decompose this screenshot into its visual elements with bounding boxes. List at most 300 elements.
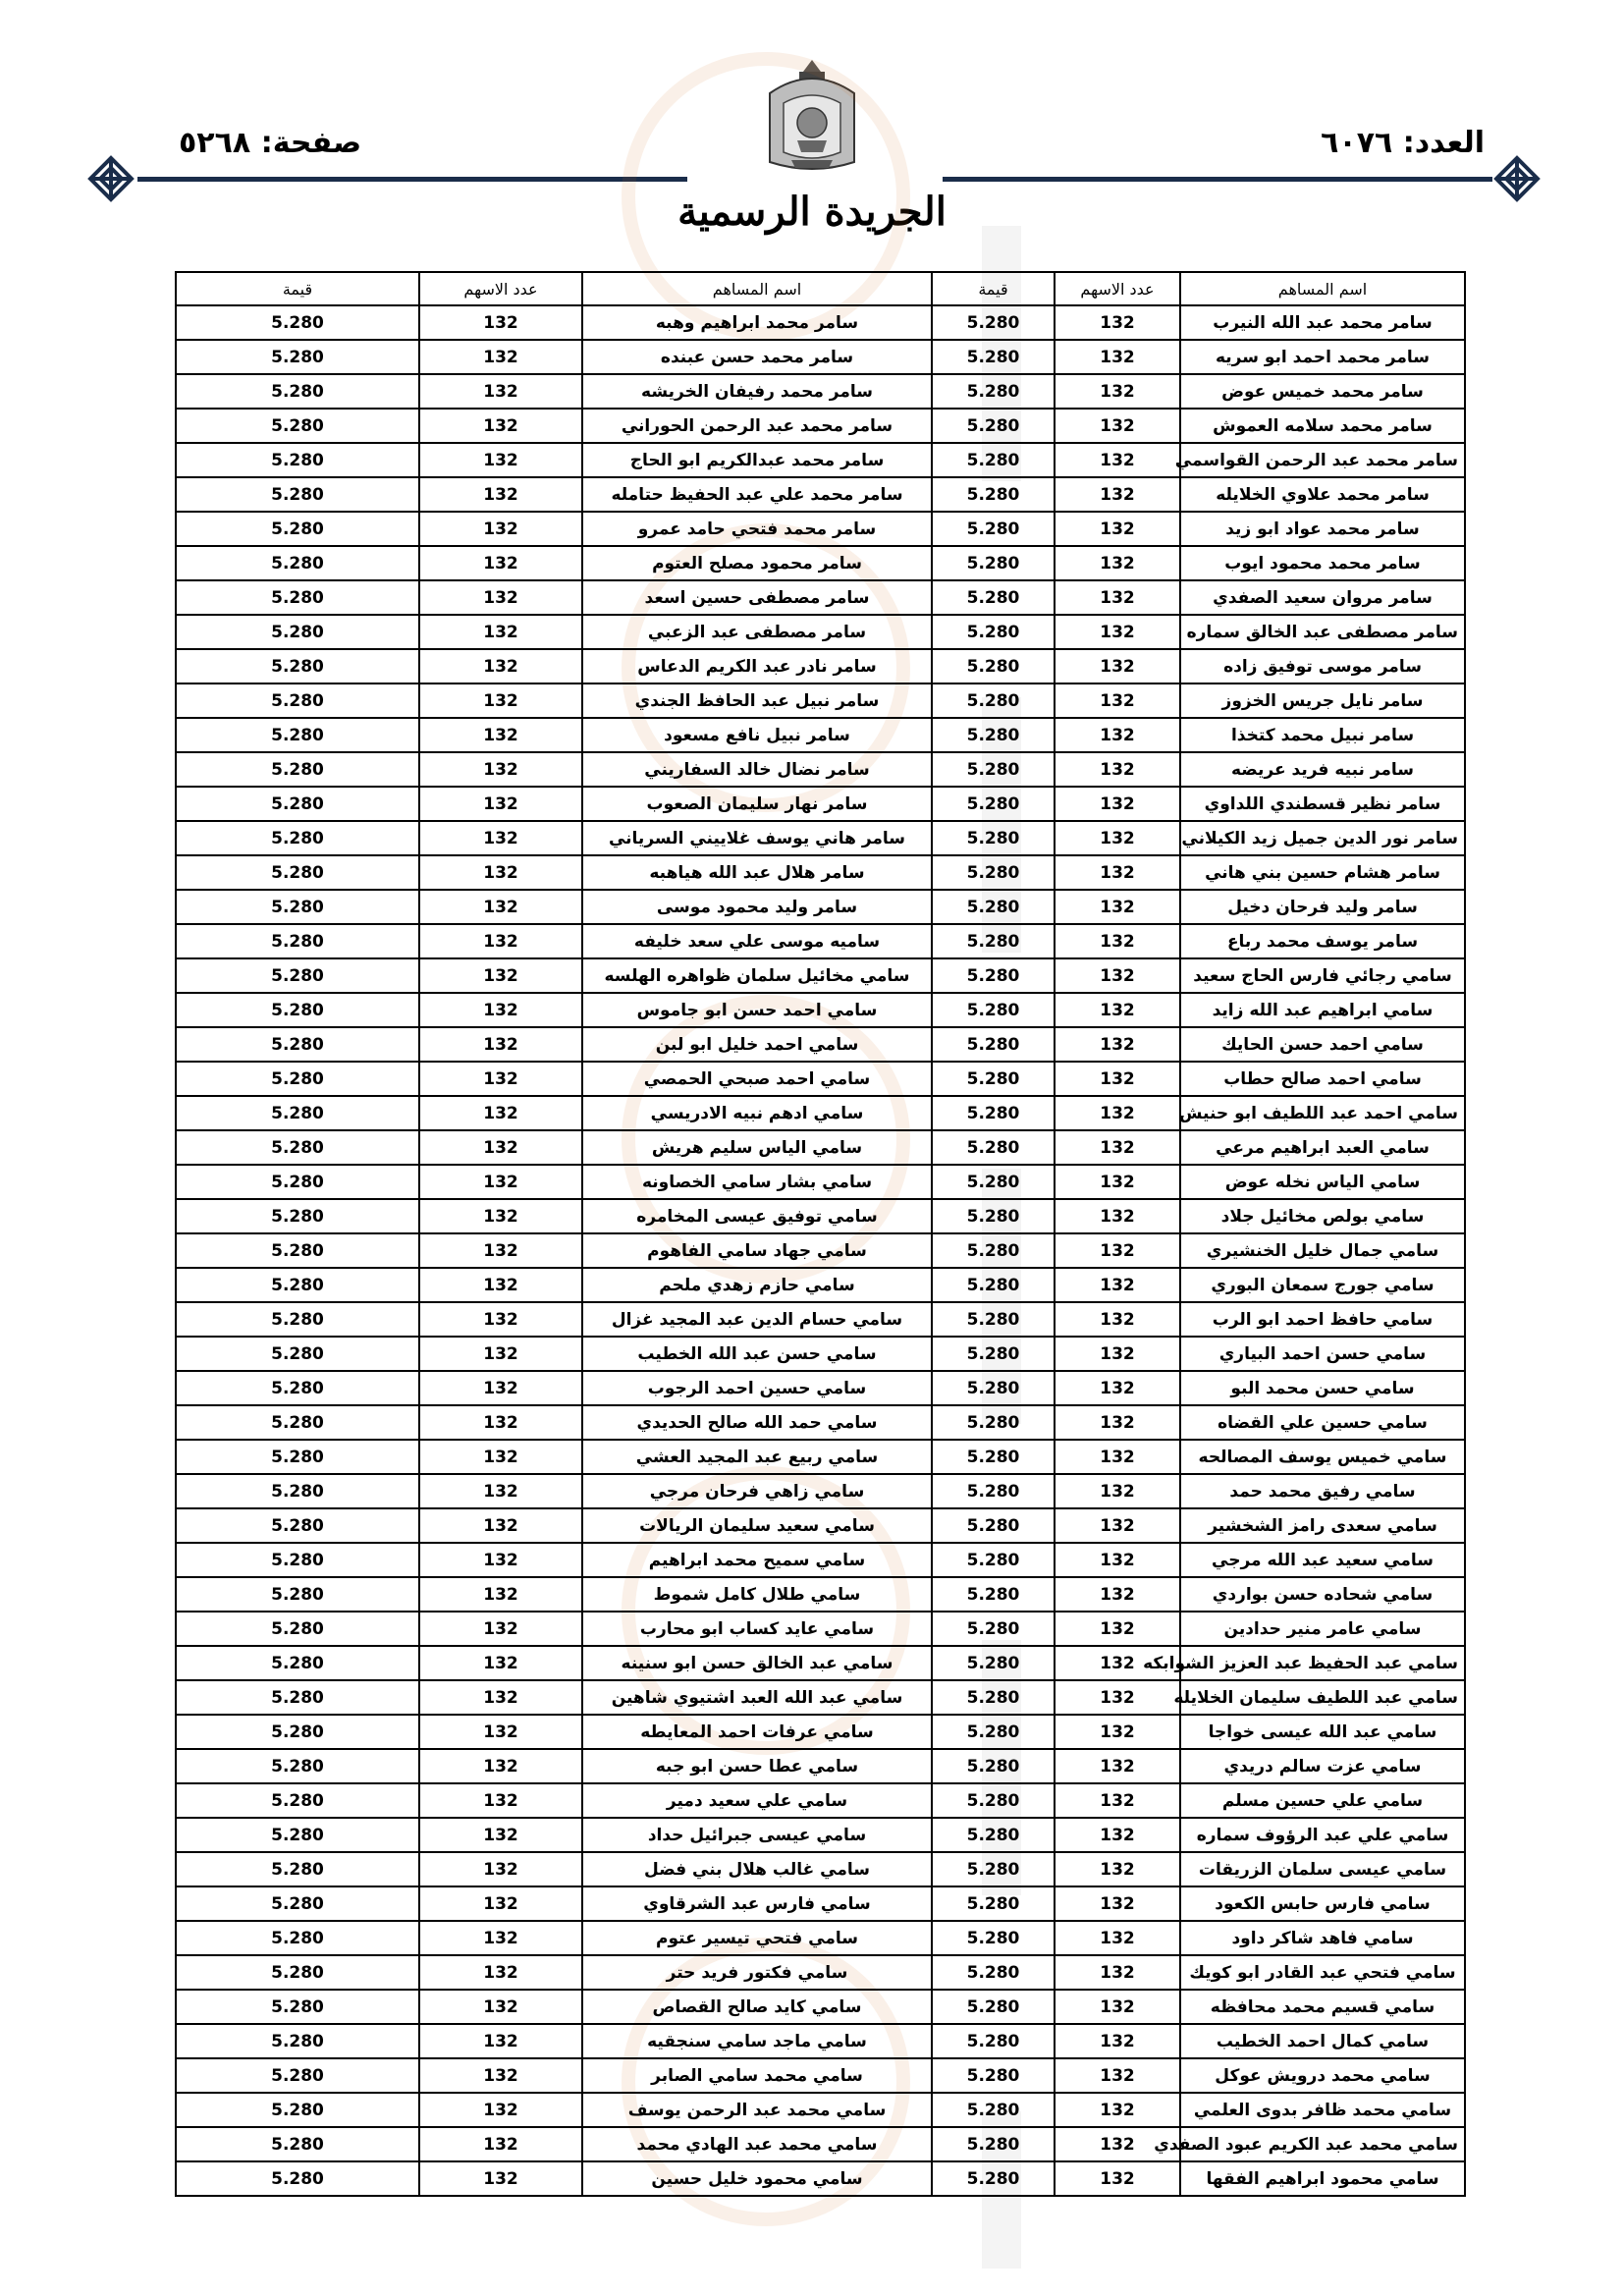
share-value: 5.280	[176, 1818, 419, 1852]
header-rule-right	[943, 177, 1492, 182]
share-count: 132	[419, 2127, 582, 2161]
share-count: 132	[1055, 443, 1180, 477]
share-value: 5.280	[176, 1612, 419, 1646]
table-row	[176, 2058, 1465, 2093]
share-value: 5.280	[176, 546, 419, 580]
share-count: 132	[1055, 993, 1180, 1027]
share-count: 132	[419, 615, 582, 649]
share-count: 132	[1055, 477, 1180, 512]
share-count: 132	[419, 305, 582, 340]
shareholder-name: سامر هشام حسين بني هاني	[1180, 855, 1465, 890]
share-value: 5.280	[176, 1852, 419, 1886]
share-count: 132	[419, 1955, 582, 1990]
share-value: 5.280	[176, 890, 419, 924]
share-value: 5.280	[176, 821, 419, 855]
shareholder-name: سامر مصطفى عبد الخالق سماره	[1180, 615, 1465, 649]
shareholder-name: سامي قسيم محمد محافظه	[1180, 1990, 1465, 2024]
shareholder-name: سامي عطا حسن ابو جبه	[582, 1749, 932, 1783]
shareholder-name: سامر نور الدين جميل زيد الكيلاني	[1180, 821, 1465, 855]
share-count: 132	[1055, 1577, 1180, 1612]
share-count: 132	[1055, 1027, 1180, 1062]
shareholder-name: سامي عامر منير حدادين	[1180, 1612, 1465, 1646]
share-value: 5.280	[932, 1130, 1055, 1165]
table-row	[176, 2127, 1465, 2161]
shareholder-name: سامي حمد الله صالح الحديدي	[582, 1405, 932, 1440]
share-value: 5.280	[176, 409, 419, 443]
share-value: 5.280	[932, 477, 1055, 512]
share-count: 132	[1055, 1474, 1180, 1508]
table-row	[176, 787, 1465, 821]
table-row	[176, 1680, 1465, 1715]
share-value: 5.280	[932, 1440, 1055, 1474]
share-count: 132	[1055, 1062, 1180, 1096]
share-value: 5.280	[932, 649, 1055, 683]
shareholder-name: سامر محمد رفيفان الخريشه	[582, 374, 932, 409]
share-value: 5.280	[176, 958, 419, 993]
share-value: 5.280	[932, 1165, 1055, 1199]
shareholder-name: سامي العبد ابراهيم مرعي	[1180, 1130, 1465, 1165]
share-count: 132	[1055, 1955, 1180, 1990]
table-row	[176, 1646, 1465, 1680]
shareholder-name: سامر هلال عبد الله هياهبه	[582, 855, 932, 890]
share-count: 132	[1055, 1199, 1180, 1233]
shareholder-name: سامي فاهد شاكر داود	[1180, 1921, 1465, 1955]
share-value: 5.280	[932, 374, 1055, 409]
share-value: 5.280	[932, 409, 1055, 443]
share-count: 132	[419, 1062, 582, 1096]
shareholder-name: سامي عزت سالم دريدي	[1180, 1749, 1465, 1783]
shareholder-name: سامي عبد اللطيف سليمان الخلايله	[1180, 1680, 1465, 1715]
share-value: 5.280	[176, 855, 419, 890]
share-count: 132	[419, 374, 582, 409]
share-count: 132	[419, 993, 582, 1027]
shareholder-name: سامي محمد عبد الهادي محمد	[582, 2127, 932, 2161]
table-header-row	[176, 272, 1465, 305]
share-value: 5.280	[932, 752, 1055, 787]
share-value: 5.280	[932, 1955, 1055, 1990]
share-count: 132	[419, 890, 582, 924]
table-row	[176, 1268, 1465, 1302]
shareholder-name: سامي الياس سليم هريش	[582, 1130, 932, 1165]
table-row	[176, 1543, 1465, 1577]
table-row	[176, 340, 1465, 374]
share-value: 5.280	[932, 718, 1055, 752]
shareholder-name: سامي عايد كساب ابو محارب	[582, 1612, 932, 1646]
issue-number: العدد: ٦٠٧٦	[1321, 126, 1485, 160]
column-header-shares: عدد الاسهم	[419, 272, 582, 305]
share-count: 132	[419, 752, 582, 787]
share-count: 132	[419, 443, 582, 477]
share-count: 132	[419, 1886, 582, 1921]
share-value: 5.280	[176, 1165, 419, 1199]
shareholder-name: سامر نادر عبد الكريم الدعاس	[582, 649, 932, 683]
share-count: 132	[419, 924, 582, 958]
share-value: 5.280	[176, 2058, 419, 2093]
share-value: 5.280	[932, 1783, 1055, 1818]
share-count: 132	[1055, 512, 1180, 546]
shareholder-name: سامي محمود ابراهيم الفقها	[1180, 2161, 1465, 2196]
shareholder-name: سامي علي حسين مسلم	[1180, 1783, 1465, 1818]
share-value: 5.280	[932, 1749, 1055, 1783]
share-value: 5.280	[932, 1508, 1055, 1543]
share-count: 132	[1055, 1096, 1180, 1130]
share-count: 132	[419, 718, 582, 752]
share-count: 132	[1055, 821, 1180, 855]
shareholder-name: سامي احمد حسن الحايك	[1180, 1027, 1465, 1062]
share-count: 132	[419, 1612, 582, 1646]
shareholder-name: سامي فتحي تيسير عتوم	[582, 1921, 932, 1955]
share-value: 5.280	[176, 2127, 419, 2161]
share-count: 132	[1055, 2127, 1180, 2161]
share-value: 5.280	[176, 1130, 419, 1165]
shareholder-name: سامي عبد الله العبد اشتيوي شاهين	[582, 1680, 932, 1715]
page-header	[0, 0, 1624, 265]
share-count: 132	[1055, 374, 1180, 409]
share-value: 5.280	[176, 580, 419, 615]
share-value: 5.280	[176, 477, 419, 512]
share-count: 132	[419, 1921, 582, 1955]
share-count: 132	[1055, 1783, 1180, 1818]
shareholder-name: سامر نضال خالد السفاريني	[582, 752, 932, 787]
share-count: 132	[1055, 1233, 1180, 1268]
shareholder-name: سامر محمد حسن عبنده	[582, 340, 932, 374]
share-value: 5.280	[932, 546, 1055, 580]
table-row	[176, 512, 1465, 546]
table-row	[176, 1440, 1465, 1474]
shareholder-name: سامي حسين علي القضاه	[1180, 1405, 1465, 1440]
shareholder-name: سامر محمد احمد ابو سريه	[1180, 340, 1465, 374]
share-value: 5.280	[932, 1612, 1055, 1646]
share-count: 132	[1055, 1543, 1180, 1577]
shareholder-name: سامر محمد فتحي حامد عمرو	[582, 512, 932, 546]
share-count: 132	[1055, 1715, 1180, 1749]
share-count: 132	[419, 1852, 582, 1886]
shareholder-name: سامي ماجد سامي سنجقيه	[582, 2024, 932, 2058]
shareholder-name: سامر محمد محمود ايوب	[1180, 546, 1465, 580]
table-row	[176, 1371, 1465, 1405]
share-value: 5.280	[932, 1886, 1055, 1921]
shareholder-name: سامي سعدى رامز الشخشير	[1180, 1508, 1465, 1543]
shareholder-name: سامي محمد عبد الرحمن يوسف	[582, 2093, 932, 2127]
share-value: 5.280	[176, 2161, 419, 2196]
share-value: 5.280	[932, 1337, 1055, 1371]
shareholder-name: سامي احمد صبحي الحمصي	[582, 1062, 932, 1096]
shareholder-name: سامي ابراهيم عبد الله زايد	[1180, 993, 1465, 1027]
shareholder-name: سامي الياس نخله عوض	[1180, 1165, 1465, 1199]
shareholders-table	[175, 271, 1466, 2197]
shareholder-name: سامي بشار سامي الخصاونه	[582, 1165, 932, 1199]
table-row	[176, 1715, 1465, 1749]
shareholder-name: سامر وليد محمود موسى	[582, 890, 932, 924]
column-header-name: اسم المساهم	[582, 272, 932, 305]
share-count: 132	[419, 1337, 582, 1371]
share-count: 132	[1055, 1508, 1180, 1543]
share-value: 5.280	[176, 1680, 419, 1715]
share-count: 132	[1055, 1612, 1180, 1646]
share-count: 132	[1055, 683, 1180, 718]
share-count: 132	[1055, 1165, 1180, 1199]
share-value: 5.280	[932, 2127, 1055, 2161]
gazette-title: الجريدة الرسمية	[677, 189, 947, 235]
share-count: 132	[419, 580, 582, 615]
shareholder-name: سامر مصطفى حسين اسعد	[582, 580, 932, 615]
table-row	[176, 1749, 1465, 1783]
share-value: 5.280	[176, 1990, 419, 2024]
shareholder-name: ساميه موسى علي سعد خليفه	[582, 924, 932, 958]
shareholder-name: سامر محمد سلامه العموش	[1180, 409, 1465, 443]
share-value: 5.280	[176, 787, 419, 821]
column-header-shares: عدد الاسهم	[1055, 272, 1180, 305]
share-value: 5.280	[176, 1268, 419, 1302]
table-row	[176, 615, 1465, 649]
share-count: 132	[1055, 1440, 1180, 1474]
share-value: 5.280	[932, 683, 1055, 718]
shareholder-name: سامر محمد خميس عوض	[1180, 374, 1465, 409]
share-value: 5.280	[932, 1268, 1055, 1302]
shareholder-name: سامي فتحي عبد القادر ابو كويك	[1180, 1955, 1465, 1990]
share-count: 132	[419, 1646, 582, 1680]
table-row	[176, 1612, 1465, 1646]
share-count: 132	[419, 2024, 582, 2058]
table-row	[176, 649, 1465, 683]
share-value: 5.280	[176, 1886, 419, 1921]
share-count: 132	[419, 821, 582, 855]
table-row	[176, 443, 1465, 477]
shareholder-name: سامر محمد علاوي الخلايله	[1180, 477, 1465, 512]
share-value: 5.280	[932, 580, 1055, 615]
share-count: 132	[419, 2161, 582, 2196]
share-count: 132	[1055, 1886, 1180, 1921]
share-value: 5.280	[176, 1783, 419, 1818]
shareholder-name: سامي عبد الخالق حسن ابو سنينه	[582, 1646, 932, 1680]
share-count: 132	[419, 1130, 582, 1165]
shareholder-name: سامي ادهم نبيه الادريسي	[582, 1096, 932, 1130]
table-row	[176, 1886, 1465, 1921]
table-row	[176, 1818, 1465, 1852]
shareholder-name: سامي سعيد عبد الله مرجي	[1180, 1543, 1465, 1577]
share-value: 5.280	[176, 1543, 419, 1577]
share-value: 5.280	[176, 1749, 419, 1783]
shareholder-name: سامي طلال كامل شموط	[582, 1577, 932, 1612]
share-count: 132	[1055, 305, 1180, 340]
share-count: 132	[1055, 1921, 1180, 1955]
share-value: 5.280	[176, 305, 419, 340]
share-count: 132	[419, 1715, 582, 1749]
share-count: 132	[419, 546, 582, 580]
table-row	[176, 1165, 1465, 1199]
shareholder-name: سامي احمد حسن ابو جاموس	[582, 993, 932, 1027]
share-value: 5.280	[176, 1302, 419, 1337]
share-value: 5.280	[176, 1371, 419, 1405]
shareholder-name: سامي رفيق محمد حمد	[1180, 1474, 1465, 1508]
share-value: 5.280	[176, 683, 419, 718]
shareholder-name: سامر مروان سعيد الصفدي	[1180, 580, 1465, 615]
share-value: 5.280	[176, 1405, 419, 1440]
shareholder-name: سامر محمد عواد ابو زيد	[1180, 512, 1465, 546]
share-value: 5.280	[176, 1577, 419, 1612]
shareholder-name: سامي حسن عبد الله الخطيب	[582, 1337, 932, 1371]
shareholder-name: سامر مصطفى عبد الزعبي	[582, 615, 932, 649]
table-row	[176, 924, 1465, 958]
table-row	[176, 1233, 1465, 1268]
shareholder-name: سامر نظير قسطندي اللداوي	[1180, 787, 1465, 821]
column-header-value: قيمة	[176, 272, 419, 305]
share-value: 5.280	[932, 787, 1055, 821]
table-row	[176, 1302, 1465, 1337]
shareholder-name: سامي كمال احمد الخطيب	[1180, 2024, 1465, 2058]
share-count: 132	[419, 855, 582, 890]
shareholder-name: سامي محمد درويش عوكل	[1180, 2058, 1465, 2093]
shareholder-name: سامي توفيق عيسى المخامره	[582, 1199, 932, 1233]
table-row	[176, 1337, 1465, 1371]
share-value: 5.280	[932, 615, 1055, 649]
shareholder-name: سامر وليد فرحان دخيل	[1180, 890, 1465, 924]
share-count: 132	[419, 1577, 582, 1612]
shareholder-name: سامر محمد عبدالكريم ابو الحاج	[582, 443, 932, 477]
table-row	[176, 1852, 1465, 1886]
share-count: 132	[1055, 855, 1180, 890]
table-row	[176, 1027, 1465, 1062]
share-count: 132	[1055, 718, 1180, 752]
share-value: 5.280	[176, 443, 419, 477]
share-count: 132	[1055, 1818, 1180, 1852]
table-row	[176, 2161, 1465, 2196]
shareholder-name: سامي محمود خليل حسين	[582, 2161, 932, 2196]
share-value: 5.280	[932, 993, 1055, 1027]
share-count: 132	[419, 1680, 582, 1715]
share-value: 5.280	[932, 340, 1055, 374]
share-value: 5.280	[176, 752, 419, 787]
share-value: 5.280	[932, 1852, 1055, 1886]
shareholder-name: سامي عبد الحفيظ عبد العزيز الشوابكه	[1180, 1646, 1465, 1680]
share-value: 5.280	[932, 1474, 1055, 1508]
table-row	[176, 1783, 1465, 1818]
share-count: 132	[419, 1165, 582, 1199]
table-row	[176, 477, 1465, 512]
share-value: 5.280	[176, 615, 419, 649]
share-value: 5.280	[932, 1302, 1055, 1337]
shareholder-name: سامي جمال خليل الخنشيري	[1180, 1233, 1465, 1268]
share-count: 132	[1055, 2161, 1180, 2196]
share-value: 5.280	[932, 1818, 1055, 1852]
shareholder-name: سامي احمد عبد اللطيف ابو حنيش	[1180, 1096, 1465, 1130]
shareholder-name: سامي غالب هلال بني فضل	[582, 1852, 932, 1886]
shareholder-name: سامر نبيل عبد الحافظ الجندي	[582, 683, 932, 718]
share-value: 5.280	[176, 1199, 419, 1233]
share-value: 5.280	[932, 1646, 1055, 1680]
shareholder-name: سامر محمود مصلح العتوم	[582, 546, 932, 580]
shareholder-name: سامي محمد سامي الصابر	[582, 2058, 932, 2093]
shareholder-name: سامر نبيه فريد عريضه	[1180, 752, 1465, 787]
shareholder-name: سامي حسام الدين عبد المجيد غزال	[582, 1302, 932, 1337]
column-header-name: اسم المساهم	[1180, 272, 1465, 305]
share-value: 5.280	[932, 1062, 1055, 1096]
share-value: 5.280	[176, 1646, 419, 1680]
share-value: 5.280	[932, 1027, 1055, 1062]
table-row	[176, 546, 1465, 580]
shareholder-name: سامي حافظ احمد ابو الرب	[1180, 1302, 1465, 1337]
shareholder-name: سامي عبد الله عيسى خواجا	[1180, 1715, 1465, 1749]
share-value: 5.280	[176, 1508, 419, 1543]
share-count: 132	[1055, 2058, 1180, 2093]
share-count: 132	[1055, 340, 1180, 374]
shareholder-name: سامي حسن احمد البياري	[1180, 1337, 1465, 1371]
table-row	[176, 1062, 1465, 1096]
share-count: 132	[1055, 924, 1180, 958]
share-value: 5.280	[932, 1921, 1055, 1955]
shareholder-name: سامي سميح محمد ابراهيم	[582, 1543, 932, 1577]
shareholder-name: سامي علي عبد الرؤوف سماره	[1180, 1818, 1465, 1852]
table-row	[176, 1990, 1465, 2024]
table-row	[176, 1096, 1465, 1130]
share-count: 132	[1055, 1130, 1180, 1165]
share-count: 132	[1055, 1680, 1180, 1715]
share-count: 132	[419, 683, 582, 718]
shareholder-name: سامر محمد عبد الرحمن القواسمي	[1180, 443, 1465, 477]
share-count: 132	[419, 1096, 582, 1130]
table-row	[176, 958, 1465, 993]
share-count: 132	[1055, 409, 1180, 443]
share-count: 132	[419, 1543, 582, 1577]
table-row	[176, 305, 1465, 340]
share-count: 132	[1055, 1990, 1180, 2024]
table-row	[176, 1130, 1465, 1165]
share-value: 5.280	[932, 1405, 1055, 1440]
table-row	[176, 409, 1465, 443]
shareholder-name: سامي شحاده حسن بواردي	[1180, 1577, 1465, 1612]
shareholder-name: سامي خميس يوسف المصالحه	[1180, 1440, 1465, 1474]
share-count: 132	[1055, 1371, 1180, 1405]
share-count: 132	[1055, 649, 1180, 683]
shareholder-name: سامي رجائي فارس الحاج سعيد	[1180, 958, 1465, 993]
share-count: 132	[419, 1371, 582, 1405]
shareholder-name: سامر نبيل نافع مسعود	[582, 718, 932, 752]
shareholder-name: سامي فارس حابس الكعود	[1180, 1886, 1465, 1921]
share-value: 5.280	[932, 1990, 1055, 2024]
share-value: 5.280	[932, 2058, 1055, 2093]
table-row	[176, 718, 1465, 752]
coat-of-arms-icon	[762, 54, 862, 178]
shareholder-name: سامي حسن محمد البو	[1180, 1371, 1465, 1405]
share-count: 132	[1055, 890, 1180, 924]
share-count: 132	[419, 1474, 582, 1508]
table-row	[176, 1921, 1465, 1955]
shareholder-name: سامي جهاد سامي الفاهوم	[582, 1233, 932, 1268]
share-count: 132	[1055, 1268, 1180, 1302]
shareholder-name: سامي عيسى سلمان الزريقات	[1180, 1852, 1465, 1886]
table-row	[176, 1199, 1465, 1233]
shareholder-name: سامر نبيل محمد كتخذا	[1180, 718, 1465, 752]
table-row	[176, 683, 1465, 718]
share-value: 5.280	[932, 305, 1055, 340]
share-count: 132	[419, 1268, 582, 1302]
table-body	[176, 305, 1465, 2196]
shareholder-name: سامر نايل جريس الخزوز	[1180, 683, 1465, 718]
shareholder-name: سامي محمد عبد الكريم عبود الصفدي	[1180, 2127, 1465, 2161]
share-count: 132	[419, 958, 582, 993]
share-value: 5.280	[932, 1543, 1055, 1577]
shareholder-name: سامي احمد صالح حطاب	[1180, 1062, 1465, 1096]
share-count: 132	[419, 2093, 582, 2127]
share-count: 132	[419, 1199, 582, 1233]
table-row	[176, 1955, 1465, 1990]
share-count: 132	[1055, 1337, 1180, 1371]
share-count: 132	[419, 2058, 582, 2093]
share-value: 5.280	[932, 821, 1055, 855]
share-value: 5.280	[176, 1337, 419, 1371]
share-count: 132	[419, 1440, 582, 1474]
share-count: 132	[1055, 2093, 1180, 2127]
